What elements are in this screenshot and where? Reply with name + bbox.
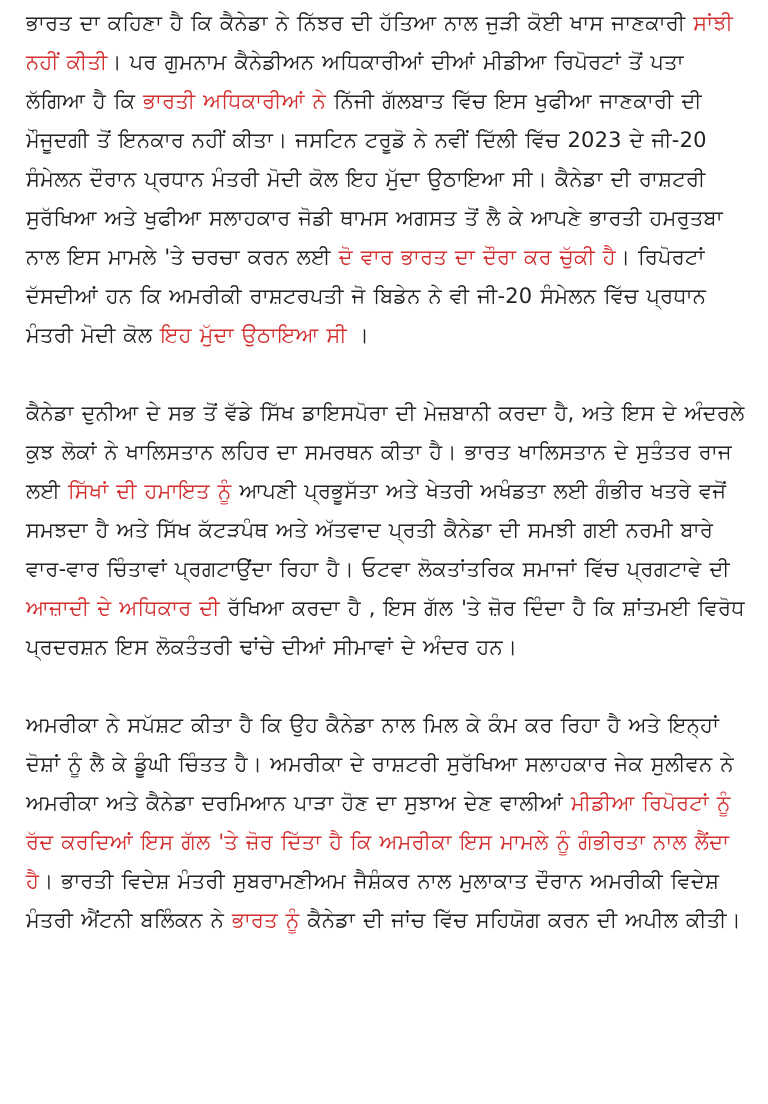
link-india[interactable]: ਭਾਰਤ ਨੂੰ (231, 908, 300, 932)
text-span: ਆਪਣੀ ਪ੍ਰਭੂਸੱਤਾ ਅਤੇ ਖੇਤਰੀ ਅਖੰਡਤਾ ਲਈ ਗੰਭੀਰ ਖਤਰੇ ਵਜੋਂ ਸਮਝਦਾ ਹੈ ਅਤੇ ਸਿੱਖ ਕੱਟੜਪੰਥ ਅਤੇ ਅੱਤਵਾਦ ਪ੍ਰਤੀ ਕੈਨੇਡਾ ਦੀ ਸਮਝੀ ਗਈ ਨਰਮੀ ਬਾਰੇ ਵਾਰ-ਵਾਰ ਚਿੰਤਾਵਾਂ ਪ੍ਰਗਟਾਉਂਦਾ ਰਿਹਾ ਹੈ। ਓਟਵਾ ਲੋਕਤਾਂਤਰਿਕ ਸਮਾਜਾਂ ਵਿੱਚ ਪ੍ਰਗਟਾਵੇ ਦੀ (26, 479, 730, 581)
text-span: । ਭਾਰਤੀ ਵਿਦੇਸ਼ ਮੰਤਰੀ ਸੁਬਰਾਮਣੀਅਮ ਜੈਸ਼ੰਕਰ ਨਾਲ ਮੁਲਾਕਾਤ ਦੌਰਾਨ ਅਮਰੀਕੀ ਵਿਦੇਸ਼ ਮੰਤਰੀ ਐਂਟਨੀ ਬਲਿੰਕਨ ਨੇ (26, 869, 720, 932)
text-span: ਭਾਰਤ ਦਾ ਕਹਿਣਾ ਹੈ ਕਿ ਕੈਨੇਡਾ ਨੇ ਨਿੱਝਰ ਦੀ ਹੱਤਿਆ ਨਾਲ ਜੁੜੀ ਕੋਈ ਖਾਸ ਜਾਣਕਾਰੀ (26, 11, 694, 35)
link-sikh-support[interactable]: ਸਿੱਖਾਂ ਦੀ ਹਮਾਇਤ ਨੂੰ (67, 479, 232, 503)
text-span: ਕੈਨੇਡਾ ਦੀ ਜਾਂਚ ਵਿੱਚ ਸਹਿਯੋਗ ਕਰਨ ਦੀ ਅਪੀਲ ਕੀਤੀ। (299, 908, 742, 932)
link-raised-issue[interactable]: ਇਹ ਮੁੱਦਾ ਉਠਾਇਆ ਸੀ (160, 323, 347, 347)
paragraph-sikh-diaspora (26, 394, 748, 667)
link-freedom-of-expression[interactable]: ਆਜ਼ਾਦੀ ਦੇ ਅਧਿਕਾਰ ਦੀ (26, 596, 220, 620)
paragraph-us-response (26, 706, 748, 940)
text-span: । (346, 323, 370, 347)
paragraph-india-canada-intelligence (26, 4, 748, 355)
link-visited-india-twice[interactable]: ਦੋ ਵਾਰ ਭਾਰਤ ਦਾ ਦੌਰਾ ਕਰ ਚੁੱਕੀ ਹੈ (338, 245, 616, 269)
text-span: ਰੱਖਿਆ ਕਰਦਾ ਹੈ , ਇਸ ਗੱਲ 'ਤੇ ਜ਼ੋਰ ਦਿੰਦਾ ਹੈ ਕਿ ਸ਼ਾਂਤਮਈ ਵਿਰੋਧ ਪ੍ਰਦਰਸ਼ਨ ਇਸ ਲੋਕਤੰਤਰੀ ਢਾਂਚੇ ਦੀਆਂ ਸੀਮਾਵਾਂ ਦੇ ਅੰਦਰ ਹਨ। (26, 596, 745, 659)
link-media-reports-rejected[interactable]: ਮੀਡੀਆ ਰਿਪੋਰਟਾਂ ਨੂੰ ਰੱਦ ਕਰਦਿਆਂ ਇਸ ਗੱਲ 'ਤੇ ਜ਼ੋਰ ਦਿੱਤਾ ਹੈ ਕਿ ਅਮਰੀਕਾ ਇਸ ਮਾਮਲੇ ਨੂੰ ਗੰਭੀਰਤਾ ਨਾਲ ਲੈਂਦਾ ਹੈ (26, 791, 731, 893)
text-span: ਨਿੱਜੀ ਗੱਲਬਾਤ ਵਿੱਚ ਇਸ ਖੁਫੀਆ ਜਾਣਕਾਰੀ ਦੀ ਮੌਜੂਦਗੀ ਤੋਂ ਇਨਕਾਰ ਨਹੀਂ ਕੀਤਾ। ਜਸਟਿਨ ਟਰੂਡੋ ਨੇ ਨਵੀਂ ਦਿੱਲੀ ਵਿੱਚ 2023 ਦੇ ਜੀ-20 ਸੰਮੇਲਨ ਦੌਰਾਨ ਪ੍ਰਧਾਨ ਮੰਤਰੀ ਮੋਦੀ ਕੋਲ ਇਹ ਮੁੱਦਾ ਉਠਾਇਆ ਸੀ। ਕੈਨੇਡਾ ਦੀ ਰਾਸ਼ਟਰੀ ਸੁਰੱਖਿਆ ਅਤੇ ਖੁਫੀਆ ਸਲਾਹਕਾਰ ਜੋਡੀ ਥਾਮਸ ਅਗਸਤ ਤੋਂ ਲੈ ਕੇ ਆਪਣੇ ਭਾਰਤੀ ਹਮਰੁਤਬਾ ਨਾਲ ਇਸ ਮਾਮਲੇ 'ਤੇ ਚਰਚਾ ਕਰਨ ਲਈ (26, 89, 723, 269)
link-indian-officials[interactable]: ਭਾਰਤੀ ਅਧਿਕਾਰੀਆਂ ਨੇ (143, 89, 326, 113)
text-span: ਅਮਰੀਕਾ ਨੇ ਸਪੱਸ਼ਟ ਕੀਤਾ ਹੈ ਕਿ ਉਹ ਕੈਨੇਡਾ ਨਾਲ ਮਿਲ ਕੇ ਕੰਮ ਕਰ ਰਿਹਾ ਹੈ ਅਤੇ ਇਨ੍ਹਾਂ ਦੋਸ਼ਾਂ ਨੂੰ ਲੈ ਕੇ ਡੂੰਘੀ ਚਿੰਤਤ ਹੈ। ਅਮਰੀਕਾ ਦੇ ਰਾਸ਼ਟਰੀ ਸੁਰੱਖਿਆ ਸਲਾਹਕਾਰ ਜੇਕ ਸੁਲੀਵਨ ਨੇ ਅਮਰੀਕਾ ਅਤੇ ਕੈਨੇਡਾ ਦਰਮਿਆਨ ਪਾੜਾ ਹੋਣ ਦਾ ਸੁਝਾਅ ਦੇਣ ਵਾਲੀਆਂ (26, 713, 734, 815)
text-span: । ਰਿਪੋਰਟਾਂ ਦੱਸਦੀਆਂ ਹਨ ਕਿ ਅਮਰੀਕੀ ਰਾਸ਼ਟਰਪਤੀ ਜੋ ਬਿਡੇਨ ਨੇ ਵੀ ਜੀ-20 ਸੰਮੇਲਨ ਵਿੱਚ ਪ੍ਰਧਾਨ ਮੰਤਰੀ ਮੋਦੀ ਕੋਲ (26, 245, 707, 347)
article-body (26, 4, 748, 940)
text-span: ਕੈਨੇਡਾ ਦੁਨੀਆ ਦੇ ਸਭ ਤੋਂ ਵੱਡੇ ਸਿੱਖ ਡਾਇਸਪੋਰਾ ਦੀ ਮੇਜ਼ਬਾਨੀ ਕਰਦਾ ਹੈ, ਅਤੇ ਇਸ ਦੇ ਅੰਦਰਲੇ ਕੁਝ ਲੋਕਾਂ ਨੇ ਖਾਲਿਸਤਾਨ ਲਹਿਰ ਦਾ ਸਮਰਥਨ ਕੀਤਾ ਹੈ। ਭਾਰਤ ਖਾਲਿਸਤਾਨ ਦੇ ਸੁਤੰਤਰ ਰਾਜ ਲਈ (26, 401, 745, 503)
text-span: । ਪਰ ਗੁਮਨਾਮ ਕੈਨੇਡੀਅਨ ਅਧਿਕਾਰੀਆਂ ਦੀਆਂ ਮੀਡੀਆ ਰਿਪੋਰਟਾਂ ਤੋਂ ਪਤਾ ਲੱਗਿਆ ਹੈ ਕਿ (26, 50, 684, 113)
link-did-not-share[interactable]: ਸਾਂਝੀ ਨਹੀਂ ਕੀਤੀ (26, 11, 734, 74)
